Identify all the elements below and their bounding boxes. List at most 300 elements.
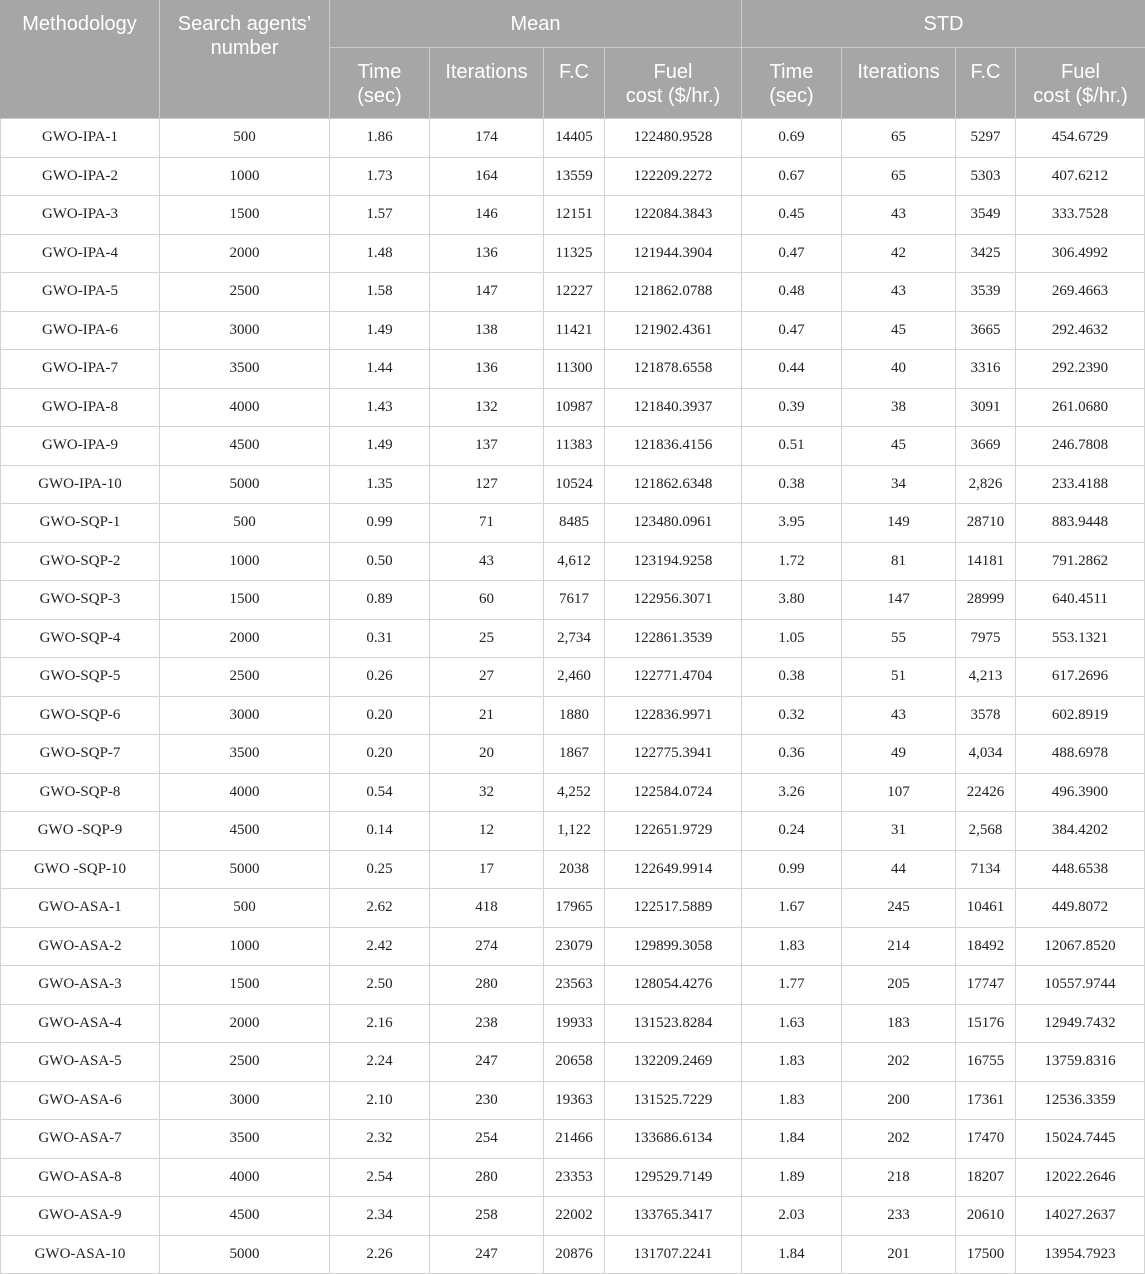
cell-mean-fc: 8485 xyxy=(544,504,605,543)
cell-std-fuel-cost: 233.4188 xyxy=(1016,466,1145,505)
cell-mean-fc: 1,122 xyxy=(544,812,605,851)
cell-std-time: 3.80 xyxy=(742,581,842,620)
cell-mean-time: 2.34 xyxy=(330,1197,430,1236)
cell-mean-time: 0.20 xyxy=(330,735,430,774)
cell-std-fuel-cost: 306.4992 xyxy=(1016,235,1145,274)
cell-mean-fc: 10524 xyxy=(544,466,605,505)
cell-search-agents-number: 2500 xyxy=(160,273,330,312)
cell-mean-fuel-cost: 122956.3071 xyxy=(605,581,742,620)
cell-std-fuel-cost: 12067.8520 xyxy=(1016,928,1145,967)
cell-mean-fuel-cost: 122084.3843 xyxy=(605,196,742,235)
cell-std-iterations: 214 xyxy=(842,928,956,967)
cell-std-fc: 3316 xyxy=(956,350,1016,389)
cell-search-agents-number: 500 xyxy=(160,119,330,158)
cell-mean-iterations: 25 xyxy=(430,620,544,659)
cell-search-agents-number: 500 xyxy=(160,504,330,543)
cell-methodology: GWO-ASA-8 xyxy=(0,1159,160,1198)
cell-mean-fc: 22002 xyxy=(544,1197,605,1236)
cell-methodology: GWO-SQP-2 xyxy=(0,543,160,582)
cell-std-time: 0.38 xyxy=(742,466,842,505)
cell-methodology: GWO-SQP-5 xyxy=(0,658,160,697)
cell-search-agents-number: 2500 xyxy=(160,1043,330,1082)
cell-std-iterations: 65 xyxy=(842,158,956,197)
cell-std-fc: 2,826 xyxy=(956,466,1016,505)
cell-mean-fuel-cost: 122584.0724 xyxy=(605,774,742,813)
cell-search-agents-number: 4500 xyxy=(160,427,330,466)
cell-methodology: GWO -SQP-10 xyxy=(0,851,160,890)
cell-methodology: GWO-IPA-5 xyxy=(0,273,160,312)
cell-mean-time: 2.62 xyxy=(330,889,430,928)
cell-mean-time: 0.89 xyxy=(330,581,430,620)
cell-search-agents-number: 3500 xyxy=(160,1120,330,1159)
cell-mean-fc: 20658 xyxy=(544,1043,605,1082)
header-search-agents-number: Search agents’ number xyxy=(160,0,330,119)
cell-std-fuel-cost: 883.9448 xyxy=(1016,504,1145,543)
cell-mean-iterations: 418 xyxy=(430,889,544,928)
cell-mean-fc: 2,460 xyxy=(544,658,605,697)
cell-search-agents-number: 3500 xyxy=(160,350,330,389)
cell-std-iterations: 183 xyxy=(842,1005,956,1044)
cell-mean-time: 2.10 xyxy=(330,1082,430,1121)
cell-methodology: GWO-IPA-7 xyxy=(0,350,160,389)
cell-mean-time: 0.26 xyxy=(330,658,430,697)
cell-methodology: GWO-IPA-9 xyxy=(0,427,160,466)
cell-search-agents-number: 3500 xyxy=(160,735,330,774)
cell-mean-fc: 13559 xyxy=(544,158,605,197)
cell-search-agents-number: 2000 xyxy=(160,1005,330,1044)
cell-std-time: 0.45 xyxy=(742,196,842,235)
cell-std-iterations: 201 xyxy=(842,1236,956,1274)
cell-std-fuel-cost: 12949.7432 xyxy=(1016,1005,1145,1044)
cell-mean-fc: 7617 xyxy=(544,581,605,620)
cell-methodology: GWO-ASA-1 xyxy=(0,889,160,928)
cell-std-iterations: 42 xyxy=(842,235,956,274)
cell-std-fuel-cost: 553.1321 xyxy=(1016,620,1145,659)
cell-std-time: 0.44 xyxy=(742,350,842,389)
cell-mean-fc: 12151 xyxy=(544,196,605,235)
cell-search-agents-number: 4500 xyxy=(160,1197,330,1236)
cell-std-iterations: 245 xyxy=(842,889,956,928)
cell-methodology: GWO-IPA-3 xyxy=(0,196,160,235)
cell-std-fc: 17361 xyxy=(956,1082,1016,1121)
cell-methodology: GWO-SQP-4 xyxy=(0,620,160,659)
cell-mean-fuel-cost: 122861.3539 xyxy=(605,620,742,659)
cell-mean-fuel-cost: 121944.3904 xyxy=(605,235,742,274)
cell-std-fuel-cost: 292.2390 xyxy=(1016,350,1145,389)
cell-std-fuel-cost: 269.4663 xyxy=(1016,273,1145,312)
cell-std-fuel-cost: 640.4511 xyxy=(1016,581,1145,620)
cell-std-fc: 10461 xyxy=(956,889,1016,928)
cell-std-fc: 4,034 xyxy=(956,735,1016,774)
cell-std-fuel-cost: 449.8072 xyxy=(1016,889,1145,928)
cell-search-agents-number: 3000 xyxy=(160,1082,330,1121)
cell-std-time: 2.03 xyxy=(742,1197,842,1236)
cell-std-time: 0.36 xyxy=(742,735,842,774)
cell-std-iterations: 81 xyxy=(842,543,956,582)
cell-mean-iterations: 254 xyxy=(430,1120,544,1159)
cell-mean-iterations: 132 xyxy=(430,389,544,428)
cell-mean-fc: 4,612 xyxy=(544,543,605,582)
cell-std-time: 0.32 xyxy=(742,697,842,736)
cell-mean-time: 0.25 xyxy=(330,851,430,890)
cell-std-fc: 3578 xyxy=(956,697,1016,736)
cell-methodology: GWO-IPA-1 xyxy=(0,119,160,158)
cell-methodology: GWO-ASA-9 xyxy=(0,1197,160,1236)
cell-search-agents-number: 2000 xyxy=(160,620,330,659)
cell-std-iterations: 44 xyxy=(842,851,956,890)
cell-search-agents-number: 5000 xyxy=(160,851,330,890)
cell-std-fc: 3669 xyxy=(956,427,1016,466)
cell-std-fuel-cost: 448.6538 xyxy=(1016,851,1145,890)
cell-search-agents-number: 5000 xyxy=(160,1236,330,1274)
cell-std-iterations: 34 xyxy=(842,466,956,505)
cell-std-fuel-cost: 12022.2646 xyxy=(1016,1159,1145,1198)
cell-std-time: 0.51 xyxy=(742,427,842,466)
header-mean-time: Time (sec) xyxy=(330,48,430,119)
cell-std-fc: 14181 xyxy=(956,543,1016,582)
cell-methodology: GWO-IPA-8 xyxy=(0,389,160,428)
cell-mean-fc: 12227 xyxy=(544,273,605,312)
cell-mean-fuel-cost: 121902.4361 xyxy=(605,312,742,351)
cell-std-time: 1.72 xyxy=(742,543,842,582)
cell-mean-time: 1.58 xyxy=(330,273,430,312)
cell-std-time: 0.69 xyxy=(742,119,842,158)
cell-std-time: 0.24 xyxy=(742,812,842,851)
cell-mean-time: 2.42 xyxy=(330,928,430,967)
cell-std-fc: 3549 xyxy=(956,196,1016,235)
cell-std-time: 1.83 xyxy=(742,1043,842,1082)
cell-std-fuel-cost: 333.7528 xyxy=(1016,196,1145,235)
cell-mean-fuel-cost: 129529.7149 xyxy=(605,1159,742,1198)
cell-mean-time: 1.86 xyxy=(330,119,430,158)
cell-mean-iterations: 164 xyxy=(430,158,544,197)
cell-std-fc: 17500 xyxy=(956,1236,1016,1274)
cell-mean-fuel-cost: 128054.4276 xyxy=(605,966,742,1005)
cell-search-agents-number: 1000 xyxy=(160,928,330,967)
cell-std-iterations: 218 xyxy=(842,1159,956,1198)
cell-std-iterations: 43 xyxy=(842,196,956,235)
cell-std-time: 3.26 xyxy=(742,774,842,813)
cell-std-time: 0.48 xyxy=(742,273,842,312)
cell-mean-fc: 19933 xyxy=(544,1005,605,1044)
cell-mean-fc: 11383 xyxy=(544,427,605,466)
cell-std-fuel-cost: 488.6978 xyxy=(1016,735,1145,774)
cell-std-fuel-cost: 15024.7445 xyxy=(1016,1120,1145,1159)
cell-mean-iterations: 60 xyxy=(430,581,544,620)
cell-mean-iterations: 138 xyxy=(430,312,544,351)
cell-search-agents-number: 1500 xyxy=(160,196,330,235)
cell-mean-time: 2.26 xyxy=(330,1236,430,1274)
cell-mean-time: 0.50 xyxy=(330,543,430,582)
cell-methodology: GWO-ASA-6 xyxy=(0,1082,160,1121)
cell-mean-fc: 4,252 xyxy=(544,774,605,813)
cell-mean-fc: 1880 xyxy=(544,697,605,736)
cell-std-fc: 3539 xyxy=(956,273,1016,312)
cell-mean-iterations: 136 xyxy=(430,350,544,389)
cell-mean-time: 1.73 xyxy=(330,158,430,197)
cell-mean-time: 0.54 xyxy=(330,774,430,813)
cell-mean-time: 2.24 xyxy=(330,1043,430,1082)
cell-std-iterations: 51 xyxy=(842,658,956,697)
cell-mean-time: 2.16 xyxy=(330,1005,430,1044)
cell-std-iterations: 202 xyxy=(842,1043,956,1082)
cell-methodology: GWO-ASA-10 xyxy=(0,1236,160,1274)
cell-mean-fuel-cost: 123194.9258 xyxy=(605,543,742,582)
cell-methodology: GWO-IPA-10 xyxy=(0,466,160,505)
cell-std-time: 0.47 xyxy=(742,235,842,274)
cell-std-iterations: 49 xyxy=(842,735,956,774)
cell-std-time: 3.95 xyxy=(742,504,842,543)
cell-std-fuel-cost: 246.7808 xyxy=(1016,427,1145,466)
cell-methodology: GWO -SQP-9 xyxy=(0,812,160,851)
cell-std-fuel-cost: 454.6729 xyxy=(1016,119,1145,158)
cell-mean-iterations: 274 xyxy=(430,928,544,967)
cell-mean-iterations: 71 xyxy=(430,504,544,543)
cell-mean-fc: 19363 xyxy=(544,1082,605,1121)
cell-mean-iterations: 20 xyxy=(430,735,544,774)
cell-std-fc: 4,213 xyxy=(956,658,1016,697)
cell-std-iterations: 65 xyxy=(842,119,956,158)
cell-mean-iterations: 43 xyxy=(430,543,544,582)
cell-mean-iterations: 280 xyxy=(430,966,544,1005)
cell-methodology: GWO-ASA-2 xyxy=(0,928,160,967)
cell-std-fc: 3091 xyxy=(956,389,1016,428)
cell-std-iterations: 43 xyxy=(842,273,956,312)
cell-mean-fc: 11421 xyxy=(544,312,605,351)
cell-mean-time: 1.49 xyxy=(330,312,430,351)
cell-std-iterations: 107 xyxy=(842,774,956,813)
cell-std-fuel-cost: 407.6212 xyxy=(1016,158,1145,197)
cell-mean-fc: 11300 xyxy=(544,350,605,389)
cell-std-time: 0.38 xyxy=(742,658,842,697)
cell-mean-iterations: 32 xyxy=(430,774,544,813)
cell-mean-fuel-cost: 121862.6348 xyxy=(605,466,742,505)
cell-search-agents-number: 1500 xyxy=(160,966,330,1005)
cell-std-time: 0.67 xyxy=(742,158,842,197)
cell-mean-time: 1.35 xyxy=(330,466,430,505)
cell-mean-fuel-cost: 133686.6134 xyxy=(605,1120,742,1159)
cell-std-fc: 17747 xyxy=(956,966,1016,1005)
cell-std-fc: 22426 xyxy=(956,774,1016,813)
cell-std-iterations: 38 xyxy=(842,389,956,428)
cell-mean-fc: 1867 xyxy=(544,735,605,774)
cell-mean-iterations: 12 xyxy=(430,812,544,851)
header-mean-fuel-cost: Fuel cost ($/hr.) xyxy=(605,48,742,119)
cell-search-agents-number: 4000 xyxy=(160,1159,330,1198)
cell-mean-fuel-cost: 122651.9729 xyxy=(605,812,742,851)
header-std: STD xyxy=(742,0,1145,48)
header-std-time: Time (sec) xyxy=(742,48,842,119)
cell-mean-fuel-cost: 129899.3058 xyxy=(605,928,742,967)
cell-mean-fuel-cost: 131523.8284 xyxy=(605,1005,742,1044)
cell-std-time: 1.77 xyxy=(742,966,842,1005)
cell-search-agents-number: 5000 xyxy=(160,466,330,505)
cell-std-time: 0.99 xyxy=(742,851,842,890)
cell-std-time: 0.39 xyxy=(742,389,842,428)
cell-mean-fuel-cost: 121840.3937 xyxy=(605,389,742,428)
cell-mean-iterations: 27 xyxy=(430,658,544,697)
cell-mean-iterations: 147 xyxy=(430,273,544,312)
cell-std-fc: 17470 xyxy=(956,1120,1016,1159)
cell-mean-fc: 11325 xyxy=(544,235,605,274)
cell-std-iterations: 45 xyxy=(842,427,956,466)
header-std-fc: F.C xyxy=(956,48,1016,119)
cell-mean-fc: 23563 xyxy=(544,966,605,1005)
header-std-iterations: Iterations xyxy=(842,48,956,119)
cell-std-time: 1.89 xyxy=(742,1159,842,1198)
cell-std-fc: 3665 xyxy=(956,312,1016,351)
cell-methodology: GWO-ASA-7 xyxy=(0,1120,160,1159)
cell-mean-fc: 17965 xyxy=(544,889,605,928)
cell-std-iterations: 200 xyxy=(842,1082,956,1121)
cell-mean-fc: 23353 xyxy=(544,1159,605,1198)
cell-mean-time: 1.48 xyxy=(330,235,430,274)
cell-mean-fuel-cost: 122517.5889 xyxy=(605,889,742,928)
cell-std-time: 1.63 xyxy=(742,1005,842,1044)
cell-mean-fc: 23079 xyxy=(544,928,605,967)
cell-mean-fuel-cost: 121862.0788 xyxy=(605,273,742,312)
cell-std-fc: 28999 xyxy=(956,581,1016,620)
cell-std-iterations: 149 xyxy=(842,504,956,543)
cell-methodology: GWO-SQP-6 xyxy=(0,697,160,736)
cell-methodology: GWO-SQP-7 xyxy=(0,735,160,774)
cell-std-iterations: 45 xyxy=(842,312,956,351)
cell-mean-fuel-cost: 133765.3417 xyxy=(605,1197,742,1236)
cell-std-fuel-cost: 384.4202 xyxy=(1016,812,1145,851)
cell-std-fuel-cost: 13759.8316 xyxy=(1016,1043,1145,1082)
cell-std-time: 1.67 xyxy=(742,889,842,928)
cell-mean-iterations: 21 xyxy=(430,697,544,736)
cell-std-fuel-cost: 496.3900 xyxy=(1016,774,1145,813)
cell-std-time: 1.84 xyxy=(742,1236,842,1274)
cell-std-fc: 20610 xyxy=(956,1197,1016,1236)
cell-std-time: 1.05 xyxy=(742,620,842,659)
cell-mean-fuel-cost: 122836.9971 xyxy=(605,697,742,736)
cell-methodology: GWO-ASA-3 xyxy=(0,966,160,1005)
cell-std-time: 1.83 xyxy=(742,928,842,967)
cell-search-agents-number: 4000 xyxy=(160,774,330,813)
cell-mean-fuel-cost: 122771.4704 xyxy=(605,658,742,697)
cell-std-fc: 5303 xyxy=(956,158,1016,197)
header-mean-iterations: Iterations xyxy=(430,48,544,119)
cell-std-fc: 7975 xyxy=(956,620,1016,659)
cell-search-agents-number: 1500 xyxy=(160,581,330,620)
cell-std-time: 1.84 xyxy=(742,1120,842,1159)
cell-std-fc: 18207 xyxy=(956,1159,1016,1198)
cell-mean-fc: 14405 xyxy=(544,119,605,158)
cell-methodology: GWO-IPA-4 xyxy=(0,235,160,274)
header-methodology: Methodology xyxy=(0,0,160,119)
cell-std-fc: 5297 xyxy=(956,119,1016,158)
cell-mean-fuel-cost: 121878.6558 xyxy=(605,350,742,389)
cell-methodology: GWO-SQP-1 xyxy=(0,504,160,543)
cell-std-iterations: 202 xyxy=(842,1120,956,1159)
cell-mean-iterations: 137 xyxy=(430,427,544,466)
cell-std-fc: 28710 xyxy=(956,504,1016,543)
cell-mean-time: 0.99 xyxy=(330,504,430,543)
cell-mean-iterations: 17 xyxy=(430,851,544,890)
cell-mean-time: 0.14 xyxy=(330,812,430,851)
cell-search-agents-number: 4000 xyxy=(160,389,330,428)
header-std-fuel-cost: Fuel cost ($/hr.) xyxy=(1016,48,1145,119)
cell-mean-fc: 2,734 xyxy=(544,620,605,659)
cell-search-agents-number: 3000 xyxy=(160,697,330,736)
cell-std-fc: 3425 xyxy=(956,235,1016,274)
cell-mean-time: 0.20 xyxy=(330,697,430,736)
cell-mean-iterations: 258 xyxy=(430,1197,544,1236)
cell-std-fuel-cost: 292.4632 xyxy=(1016,312,1145,351)
cell-std-iterations: 55 xyxy=(842,620,956,659)
cell-std-iterations: 43 xyxy=(842,697,956,736)
cell-methodology: GWO-IPA-6 xyxy=(0,312,160,351)
header-mean: Mean xyxy=(330,0,742,48)
cell-mean-fuel-cost: 122209.2272 xyxy=(605,158,742,197)
cell-std-fuel-cost: 261.0680 xyxy=(1016,389,1145,428)
cell-methodology: GWO-IPA-2 xyxy=(0,158,160,197)
cell-mean-fuel-cost: 123480.0961 xyxy=(605,504,742,543)
cell-mean-iterations: 127 xyxy=(430,466,544,505)
cell-search-agents-number: 4500 xyxy=(160,812,330,851)
cell-mean-iterations: 146 xyxy=(430,196,544,235)
cell-std-fc: 15176 xyxy=(956,1005,1016,1044)
cell-mean-time: 1.43 xyxy=(330,389,430,428)
cell-search-agents-number: 2000 xyxy=(160,235,330,274)
header-mean-fc: F.C xyxy=(544,48,605,119)
cell-std-fuel-cost: 10557.9744 xyxy=(1016,966,1145,1005)
cell-search-agents-number: 1000 xyxy=(160,543,330,582)
cell-mean-fc: 20876 xyxy=(544,1236,605,1274)
cell-mean-iterations: 280 xyxy=(430,1159,544,1198)
cell-std-iterations: 40 xyxy=(842,350,956,389)
cell-methodology: GWO-SQP-3 xyxy=(0,581,160,620)
cell-mean-time: 1.57 xyxy=(330,196,430,235)
cell-std-time: 1.83 xyxy=(742,1082,842,1121)
cell-std-fc: 18492 xyxy=(956,928,1016,967)
cell-std-iterations: 147 xyxy=(842,581,956,620)
cell-mean-iterations: 136 xyxy=(430,235,544,274)
cell-std-fc: 7134 xyxy=(956,851,1016,890)
cell-search-agents-number: 500 xyxy=(160,889,330,928)
cell-std-fc: 2,568 xyxy=(956,812,1016,851)
cell-mean-time: 1.49 xyxy=(330,427,430,466)
cell-std-iterations: 31 xyxy=(842,812,956,851)
cell-mean-iterations: 238 xyxy=(430,1005,544,1044)
cell-search-agents-number: 3000 xyxy=(160,312,330,351)
cell-std-fuel-cost: 617.2696 xyxy=(1016,658,1145,697)
cell-std-fuel-cost: 13954.7923 xyxy=(1016,1236,1145,1274)
cell-mean-time: 0.31 xyxy=(330,620,430,659)
cell-methodology: GWO-ASA-4 xyxy=(0,1005,160,1044)
cell-mean-fuel-cost: 121836.4156 xyxy=(605,427,742,466)
cell-mean-fc: 2038 xyxy=(544,851,605,890)
cell-mean-fuel-cost: 122480.9528 xyxy=(605,119,742,158)
cell-mean-time: 2.50 xyxy=(330,966,430,1005)
cell-std-fc: 16755 xyxy=(956,1043,1016,1082)
cell-mean-iterations: 174 xyxy=(430,119,544,158)
cell-std-fuel-cost: 14027.2637 xyxy=(1016,1197,1145,1236)
cell-mean-time: 2.32 xyxy=(330,1120,430,1159)
cell-std-fuel-cost: 791.2862 xyxy=(1016,543,1145,582)
cell-mean-fuel-cost: 122775.3941 xyxy=(605,735,742,774)
cell-std-fuel-cost: 12536.3359 xyxy=(1016,1082,1145,1121)
cell-mean-iterations: 230 xyxy=(430,1082,544,1121)
cell-methodology: GWO-SQP-8 xyxy=(0,774,160,813)
cell-std-iterations: 233 xyxy=(842,1197,956,1236)
cell-methodology: GWO-ASA-5 xyxy=(0,1043,160,1082)
cell-std-fuel-cost: 602.8919 xyxy=(1016,697,1145,736)
cell-mean-fuel-cost: 131707.2241 xyxy=(605,1236,742,1274)
cell-std-time: 0.47 xyxy=(742,312,842,351)
